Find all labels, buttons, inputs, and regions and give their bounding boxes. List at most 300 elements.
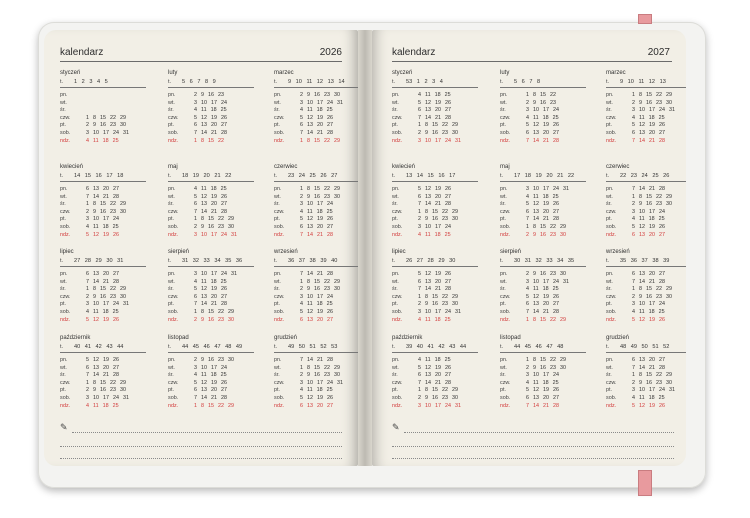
weekday-label: pn. [60, 92, 68, 98]
day-numbers: 5 12 19 26 [526, 293, 559, 300]
day-numbers: 4 11 18 25 [418, 92, 451, 98]
weekday-label: czw. [500, 114, 511, 121]
day-row [500, 138, 590, 146]
weekday-label: ndz. [60, 231, 71, 238]
weekday-label: czw. [60, 114, 71, 121]
month-rule [60, 181, 146, 182]
day-numbers: 2 9 16 23 30 [418, 395, 458, 401]
week-label: t. [392, 258, 396, 264]
weekday-label: śr. [392, 107, 398, 114]
day-numbers: 1 8 15 22 29 [300, 278, 340, 285]
weekday-label: śr. [60, 107, 66, 114]
weekday-label: pn. [274, 186, 282, 192]
day-numbers: 2 9 16 23 30 [418, 130, 458, 136]
weekday-label: sob. [392, 224, 403, 230]
day-numbers: 1 8 15 22 29 [86, 114, 126, 121]
month-block [500, 335, 600, 415]
day-numbers: 7 14 21 28 [194, 301, 227, 308]
day-numbers: 2 9 16 23 30 [194, 316, 234, 323]
weekday-label: ndz. [274, 231, 285, 238]
month-rule [392, 352, 478, 353]
day-row [392, 138, 482, 146]
day-numbers: 5 12 19 26 [418, 186, 451, 192]
weekday-label: wt. [274, 193, 281, 200]
weekday-label: śr. [274, 286, 280, 293]
week-numbers: 27 28 29 30 31 [74, 258, 124, 264]
day-numbers: 6 13 20 27 [194, 387, 227, 394]
weekday-label: pt. [606, 216, 612, 223]
weekday-label: śr. [606, 286, 612, 293]
day-numbers: 3 10 17 24 [418, 224, 451, 230]
day-numbers: 6 13 20 27 [300, 402, 333, 409]
day-numbers: 1 8 15 22 29 [632, 193, 672, 200]
weekday-label: śr. [392, 286, 398, 293]
month-name: lipiec [392, 249, 406, 255]
month-block [60, 249, 160, 329]
weekday-label: wt. [500, 278, 507, 285]
day-numbers: 6 13 20 27 [300, 224, 333, 230]
day-numbers: 3 10 17 24 [526, 372, 559, 379]
weekday-label: czw. [60, 379, 71, 386]
week-numbers: 44 45 46 47 48 49 [182, 344, 243, 350]
week-numbers: 49 50 51 52 53 [288, 344, 338, 350]
day-numbers: 3 10 17 24 [300, 293, 333, 300]
weekday-label: sob. [60, 224, 71, 230]
day-numbers: 7 14 21 28 [418, 114, 451, 121]
day-numbers: 6 13 20 27 [526, 208, 559, 215]
weekday-label: sob. [168, 130, 179, 136]
day-numbers: 2 9 16 23 30 [418, 301, 458, 308]
day-numbers: 5 12 19 26 [194, 193, 227, 200]
weekday-label: śr. [500, 107, 506, 114]
weekday-label: pt. [392, 216, 398, 223]
day-numbers: 2 9 16 23 30 [86, 387, 126, 394]
week-numbers: 48 49 50 51 52 [620, 344, 670, 350]
day-numbers: 6 13 20 27 [418, 107, 451, 114]
day-numbers: 7 14 21 28 [526, 309, 559, 315]
month-block [60, 70, 160, 150]
day-row [606, 317, 686, 325]
day-numbers: 1 8 15 22 29 [86, 286, 126, 293]
weekday-label: sob. [500, 130, 511, 136]
weekday-label: wt. [606, 364, 613, 371]
week-label: t. [500, 344, 504, 350]
day-row [606, 232, 686, 240]
day-row [500, 317, 590, 325]
day-row [168, 317, 258, 325]
month-name: październik [392, 335, 423, 341]
day-numbers: 6 13 20 27 [194, 293, 227, 300]
weekday-label: pn. [606, 271, 614, 277]
weekday-label: pt. [500, 301, 506, 308]
month-block [392, 249, 492, 329]
day-numbers: 2 9 16 23 30 [86, 293, 126, 300]
weekday-label: wt. [168, 193, 175, 200]
weekday-label: pt. [500, 216, 506, 223]
month-name: grudzień [274, 335, 298, 341]
day-numbers: 2 9 16 23 30 [194, 357, 234, 363]
weekday-label: czw. [274, 114, 285, 121]
weekday-label: sob. [168, 224, 179, 230]
day-numbers: 6 13 20 27 [632, 357, 665, 363]
weekday-label: pn. [168, 357, 176, 363]
day-row [274, 232, 358, 240]
day-numbers: 6 13 20 27 [526, 395, 559, 401]
day-numbers: 1 8 15 22 [194, 137, 224, 144]
month-block [168, 249, 268, 329]
weekday-label: pt. [168, 122, 174, 129]
day-row [500, 232, 590, 240]
day-numbers: 5 12 19 26 [526, 122, 559, 129]
month-rule [168, 266, 254, 267]
weekday-label: śr. [168, 286, 174, 293]
weekday-label: śr. [500, 201, 506, 208]
day-numbers: 2 9 16 23 30 [300, 286, 340, 293]
day-row [60, 403, 150, 411]
week-numbers: 17 18 19 20 21 22 [514, 173, 575, 179]
week-label: t. [168, 258, 172, 264]
weekday-label: wt. [500, 364, 507, 371]
day-numbers: 1 8 15 22 29 [632, 92, 672, 98]
month-block [274, 70, 358, 150]
day-row [274, 403, 358, 411]
month-name: marzec [606, 70, 626, 76]
month-rule [274, 266, 358, 267]
day-numbers: 6 13 20 27 [418, 278, 451, 285]
day-numbers: 1 8 15 22 29 [300, 137, 340, 144]
weekday-label: pt. [500, 122, 506, 129]
month-block [500, 249, 600, 329]
day-numbers: 4 11 18 25 [300, 107, 333, 114]
day-numbers: 4 11 18 25 [632, 395, 665, 401]
weekday-label: śr. [168, 372, 174, 379]
day-numbers: 6 13 20 27 [632, 130, 665, 136]
weekday-label: sob. [60, 130, 71, 136]
day-numbers: 5 12 19 26 [86, 316, 119, 323]
weekday-label: pt. [168, 387, 174, 394]
weekday-label: sob. [606, 309, 617, 315]
weekday-label: sob. [500, 309, 511, 315]
day-numbers: 6 13 20 27 [86, 364, 119, 371]
weekday-label: wt. [168, 278, 175, 285]
weekday-label: pn. [60, 271, 68, 277]
weekday-label: pn. [60, 186, 68, 192]
day-numbers: 5 12 19 26 [194, 114, 227, 121]
weekday-label: pn. [500, 92, 508, 98]
weekday-label: czw. [168, 379, 179, 386]
weekday-label: pn. [500, 357, 508, 363]
day-numbers: 7 14 21 28 [194, 130, 227, 136]
day-numbers: 5 12 19 26 [632, 402, 665, 409]
week-label: t. [500, 79, 504, 85]
day-numbers: 1 8 15 22 29 [86, 201, 126, 208]
week-label: t. [274, 344, 278, 350]
day-numbers: 2 9 16 23 30 [300, 372, 340, 379]
weekday-label: sob. [60, 309, 71, 315]
weekday-label: sob. [500, 395, 511, 401]
weekday-label: wt. [392, 99, 399, 106]
weekday-label: pt. [168, 216, 174, 223]
day-numbers: 7 14 21 28 [86, 193, 119, 200]
month-name: wrzesień [606, 249, 630, 255]
day-numbers: 5 12 19 26 [86, 231, 119, 238]
month-rule [392, 87, 478, 88]
week-label: t. [606, 344, 610, 350]
month-name: listopad [500, 335, 521, 341]
day-numbers: 6 13 20 27 [526, 130, 559, 136]
weekday-label: wt. [500, 99, 507, 106]
month-rule [606, 352, 686, 353]
weekday-label: wt. [168, 364, 175, 371]
week-label: t. [392, 173, 396, 179]
weekday-label: czw. [500, 379, 511, 386]
day-numbers: 3 10 17 24 31 [418, 402, 461, 409]
week-numbers: 5 6 7 8 9 [182, 79, 216, 85]
day-numbers: 5 12 19 26 [526, 387, 559, 394]
day-numbers: 2 9 16 23 [194, 92, 224, 98]
month-rule [168, 87, 254, 88]
week-label: t. [168, 344, 172, 350]
weekday-label: ndz. [168, 402, 179, 409]
day-numbers: 2 9 16 23 30 [86, 208, 126, 215]
month-rule [60, 266, 146, 267]
weekday-label: pt. [60, 216, 66, 223]
day-numbers: 5 12 19 26 [526, 201, 559, 208]
pencil-icon: ✎ [60, 422, 68, 432]
weekday-label: ndz. [274, 316, 285, 323]
day-numbers: 3 10 17 24 [300, 201, 333, 208]
month-rule [500, 352, 586, 353]
weekday-label: pt. [60, 122, 66, 129]
day-numbers: 4 11 18 25 [300, 208, 333, 215]
day-numbers: 5 12 19 26 [300, 114, 333, 121]
weekday-label: śr. [60, 201, 66, 208]
month-name: sierpień [168, 249, 190, 255]
month-block [274, 249, 358, 329]
weekday-label: wt. [60, 278, 67, 285]
day-numbers: 7 14 21 28 [86, 372, 119, 379]
day-numbers: 4 11 18 25 [300, 301, 333, 308]
month-name: styczeń [392, 70, 413, 76]
week-label: t. [500, 173, 504, 179]
weekday-label: czw. [392, 379, 403, 386]
week-numbers: 44 45 46 47 48 [514, 344, 564, 350]
day-numbers: 3 10 17 24 [632, 301, 665, 308]
day-numbers: 5 12 19 26 [300, 216, 333, 223]
weekday-label: pt. [606, 387, 612, 394]
weekday-label: czw. [168, 293, 179, 300]
month-rule [606, 181, 686, 182]
weekday-label: sob. [392, 130, 403, 136]
weekday-label: śr. [60, 372, 66, 379]
week-label: t. [274, 173, 278, 179]
weekday-label: wt. [60, 364, 67, 371]
weekday-label: pt. [392, 387, 398, 394]
month-block [606, 249, 686, 329]
day-numbers: 5 12 19 26 [632, 224, 665, 230]
day-numbers: 3 10 17 24 31 [632, 387, 675, 394]
page-title: kalendarz [392, 47, 436, 58]
day-numbers: 7 14 21 28 [632, 364, 665, 371]
weekday-label: ndz. [500, 137, 511, 144]
day-numbers: 4 11 18 25 [526, 114, 559, 121]
month-name: czerwiec [606, 164, 630, 170]
weekday-label: sob. [274, 130, 285, 136]
weekday-label: pn. [168, 92, 176, 98]
day-numbers: 7 14 21 28 [526, 402, 559, 409]
weekday-label: pt. [274, 216, 280, 223]
day-numbers: 3 10 17 24 31 [194, 271, 237, 277]
month-block [606, 164, 686, 244]
week-numbers: 26 27 28 29 30 [406, 258, 456, 264]
month-block [606, 335, 686, 415]
weekday-label: ndz. [60, 402, 71, 409]
week-numbers: 23 24 25 26 27 [288, 173, 338, 179]
week-numbers: 18 19 20 21 22 [182, 173, 232, 179]
month-rule [274, 352, 358, 353]
weekday-label: pn. [60, 357, 68, 363]
day-row [168, 403, 258, 411]
day-row [274, 317, 358, 325]
month-block [60, 164, 160, 244]
weekday-label: ndz. [500, 231, 511, 238]
day-numbers: 4 11 18 25 [418, 357, 451, 363]
week-label: t. [500, 258, 504, 264]
month-name: maj [168, 164, 178, 170]
weekday-label: pt. [392, 122, 398, 129]
day-numbers: 4 11 18 25 [526, 193, 559, 200]
month-rule [168, 352, 254, 353]
weekday-label: sob. [392, 309, 403, 315]
weekday-label: czw. [500, 208, 511, 215]
day-row [392, 403, 482, 411]
month-block [274, 335, 358, 415]
weekday-label: śr. [274, 372, 280, 379]
day-numbers: 1 8 15 22 29 [526, 357, 566, 363]
day-numbers: 4 11 18 25 [300, 387, 333, 394]
week-label: t. [60, 344, 64, 350]
month-block [168, 335, 268, 415]
day-numbers: 1 8 15 22 [526, 92, 556, 98]
weekday-label: pn. [606, 92, 614, 98]
day-numbers: 3 10 17 24 [194, 364, 227, 371]
weekday-label: pt. [500, 387, 506, 394]
day-numbers: 3 10 17 24 31 [86, 395, 129, 401]
weekday-label: pn. [606, 186, 614, 192]
day-numbers: 1 8 15 22 29 [300, 186, 340, 192]
day-numbers: 7 14 21 28 [86, 278, 119, 285]
day-numbers: 3 10 17 24 31 [194, 231, 237, 238]
month-rule [606, 87, 686, 88]
week-numbers: 13 14 15 16 17 [406, 173, 456, 179]
day-numbers: 4 11 18 25 [194, 107, 227, 114]
day-numbers: 7 14 21 28 [632, 278, 665, 285]
weekday-label: ndz. [392, 316, 403, 323]
weekday-label: ndz. [60, 316, 71, 323]
weekday-label: śr. [392, 372, 398, 379]
day-numbers: 2 9 16 23 30 [526, 231, 566, 238]
day-numbers: 6 13 20 27 [418, 372, 451, 379]
month-rule [60, 87, 146, 88]
day-numbers: 4 11 18 25 [194, 186, 227, 192]
weekday-label: pn. [392, 357, 400, 363]
month-block [274, 164, 358, 244]
weekday-label: czw. [392, 208, 403, 215]
weekday-label: pn. [274, 357, 282, 363]
weekday-label: wt. [606, 193, 613, 200]
day-numbers: 4 11 18 25 [86, 309, 119, 315]
weekday-label: wt. [274, 278, 281, 285]
month-block [500, 164, 600, 244]
weekday-label: śr. [60, 286, 66, 293]
page-year: 2027 [647, 47, 670, 58]
day-numbers: 2 9 16 23 30 [632, 293, 672, 300]
week-label: t. [60, 258, 64, 264]
right-page [372, 30, 686, 466]
month-name: sierpień [500, 249, 522, 255]
day-numbers: 5 12 19 26 [418, 271, 451, 277]
day-numbers: 1 8 15 22 29 [418, 387, 458, 394]
week-label: t. [60, 79, 64, 85]
day-numbers: 2 9 16 23 30 [86, 122, 126, 129]
month-block [392, 164, 492, 244]
week-label: t. [168, 79, 172, 85]
weekday-label: sob. [606, 224, 617, 230]
week-label: t. [60, 173, 64, 179]
elastic-band-bottom [638, 470, 652, 496]
day-numbers: 3 10 17 24 31 [418, 137, 461, 144]
weekday-label: pn. [392, 92, 400, 98]
month-rule [392, 266, 478, 267]
day-numbers: 4 11 18 25 [632, 114, 665, 121]
month-rule [274, 181, 358, 182]
day-numbers: 2 9 16 23 30 [526, 271, 566, 277]
weekday-label: czw. [392, 293, 403, 300]
day-numbers: 3 10 17 24 31 [300, 99, 343, 106]
month-name: styczeń [60, 70, 81, 76]
day-numbers: 1 8 15 22 29 [86, 379, 126, 386]
week-numbers: 31 32 33 34 35 36 [182, 258, 243, 264]
day-numbers: 3 10 17 24 31 [86, 301, 129, 308]
day-numbers: 4 11 18 25 [194, 372, 227, 379]
day-row [500, 403, 590, 411]
day-numbers: 7 14 21 28 [300, 357, 333, 363]
day-numbers: 1 8 15 22 29 [418, 208, 458, 215]
left-page [44, 30, 358, 466]
weekday-label: ndz. [60, 137, 71, 144]
weekday-label: wt. [60, 99, 67, 106]
day-numbers: 2 9 16 23 30 [632, 201, 672, 208]
weekday-label: czw. [274, 379, 285, 386]
day-numbers: 4 11 18 25 [86, 224, 119, 230]
day-numbers: 6 13 20 27 [194, 122, 227, 129]
weekday-label: sob. [392, 395, 403, 401]
week-label: t. [606, 173, 610, 179]
weekday-label: pt. [60, 387, 66, 394]
day-numbers: 7 14 21 28 [300, 130, 333, 136]
day-numbers: 7 14 21 28 [418, 201, 451, 208]
weekday-label: wt. [606, 278, 613, 285]
month-name: wrzesień [274, 249, 298, 255]
week-numbers: 40 41 42 43 44 [74, 344, 124, 350]
day-row [392, 317, 482, 325]
week-numbers: 30 31 32 33 34 35 [514, 258, 575, 264]
day-numbers: 3 10 17 24 31 [632, 107, 675, 114]
day-numbers: 1 8 15 22 29 [418, 122, 458, 129]
day-numbers: 1 8 15 22 29 [194, 309, 234, 315]
month-rule [500, 181, 586, 182]
day-numbers: 5 12 19 26 [418, 99, 451, 106]
